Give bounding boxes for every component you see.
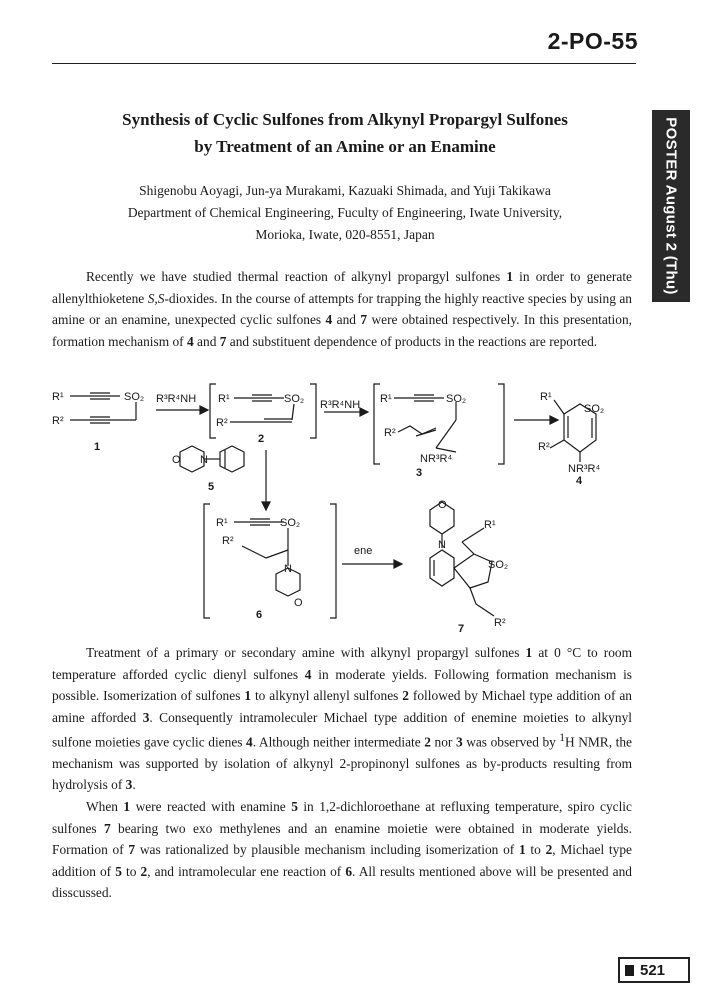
author-department: Department of Chemical Engineering, Fuculty of Engineering, Iwate University, — [127, 205, 563, 220]
author-block — [60, 180, 630, 246]
compound-6-label: 6 — [256, 609, 263, 621]
compound-4-label: 4 — [576, 475, 583, 487]
header-rule — [52, 63, 636, 64]
author-names: Shigenobu Aoyagi, Jun-ya Murakami, Kazuaki Shimada, and Yuji Takikawa — [139, 183, 551, 198]
scheme-r1-label: R¹ — [540, 391, 552, 403]
scheme-so2-label: SO₂ — [124, 391, 145, 403]
scheme-r1-label: R¹ — [218, 393, 230, 405]
scheme-r2-label: R² — [494, 617, 506, 629]
scheme-n-label: N — [438, 539, 446, 551]
abstract-paragraph-3: When 1 were reacted with enamine 5 in 1,2-dichloroethane at refluxing temperature, spiro cyclic sulfones 7 bearing two exo methylenes and an enamine moietie were obtained in moderate yields. Formation of 7 was rationalized by plausible mechanism including isomerization of 1 to 2, Michael type addition of 5 to 2, and intramolecular ene reaction of 6. All results mentioned above will be presented and disscussed. — [52, 799, 632, 900]
abstract-paragraph-2: Treatment of a primary or secondary amine with alkynyl propargyl sulfones 1 at 0 °C to room temperature afforded cyclic dienyl sulfones 4 in moderate yields. Following formation mechanism is possible. Isomerization of sulfones 1 to alkynyl allenyl sulfones 2 followed by Michael type addition of an amine afforded 3. Consequently intramoleculer Michael type addition of enemine moieties to alkynyl sulfone moieties gave cyclic dienes 4. Although neither intermediate 2 nor 3 was observed by $^1$H NMR, the mechanism was supported by isolation of alkynyl 2-propinonyl sulfones as by-products resulting from hydrolysis of 3. — [52, 645, 633, 793]
page-number-box — [618, 957, 690, 983]
scheme-so2-label: SO₂ — [446, 393, 467, 405]
compound-1-label: 1 — [94, 441, 101, 453]
scheme-r1-label: R¹ — [484, 519, 496, 531]
compound-7-label: 7 — [458, 623, 465, 635]
black-square-icon — [625, 965, 634, 976]
scheme-o-label: O — [172, 454, 181, 466]
abstract-paragraph-1: Recently we have studied thermal reaction of alkynyl propargyl sulfones 1 in order to generate allenylthioketene S,S-dioxides. In the course of attempts for trapping the highly reactive species by using an amine or an enamine, unexpected cyclic sulfones 4 and 7 were obtained respectively. In this presentation, formation mechanism of 4 and 7 and substituent dependence of products in the reactions are reported. — [52, 269, 633, 349]
title-line-1: Synthesis of Cyclic Sulfones from Alkynyl Propargyl Sulfones — [122, 110, 568, 129]
scheme-o-label: O — [294, 597, 303, 609]
scheme-so2-label: SO₂ — [284, 393, 305, 405]
scheme-r2-label: R² — [216, 417, 228, 429]
paper-title — [60, 106, 630, 160]
scheme-o-label: O — [438, 499, 447, 511]
poster-side-tab-label: POSTER August 2 (Thu) — [662, 117, 680, 295]
page-number: 521 — [640, 961, 666, 979]
scheme-r2-label: R² — [52, 415, 64, 427]
scheme-so2-label: SO₂ — [280, 517, 301, 529]
abstract-code: 2-PO-55 — [547, 28, 638, 54]
title-line-2: by Treatment of an Amine or an Enamine — [194, 137, 496, 156]
compound-2-label: 2 — [258, 433, 265, 445]
scheme-amine-label: R³R⁴NH — [156, 393, 197, 405]
scheme-r2-label: R² — [538, 441, 550, 453]
scheme-r1-label: R¹ — [380, 393, 392, 405]
scheme-nr3r4-label: NR³R⁴ — [420, 453, 453, 465]
scheme-ene-label: ene — [354, 545, 373, 557]
scheme-nr3r4-label: NR³R⁴ — [568, 463, 601, 475]
scheme-r1-label: R¹ — [52, 391, 64, 403]
scheme-r1-label: R¹ — [216, 517, 228, 529]
scheme-r2-label: R² — [222, 535, 234, 547]
scheme-r2-label: R² — [384, 427, 396, 439]
author-address: Morioka, Iwate, 020-8551, Japan — [255, 227, 435, 242]
scheme-amine-label: R³R⁴NH — [320, 399, 361, 411]
compound-3-label: 3 — [416, 467, 423, 479]
scheme-so2-label: SO₂ — [488, 559, 509, 571]
scheme-n-label: N — [284, 563, 292, 575]
scheme-so2-label: SO₂ — [584, 403, 605, 415]
compound-5-label: 5 — [208, 481, 215, 493]
reaction-scheme — [44, 378, 644, 640]
scheme-n-label: N — [200, 454, 208, 466]
poster-side-tab — [652, 110, 690, 302]
